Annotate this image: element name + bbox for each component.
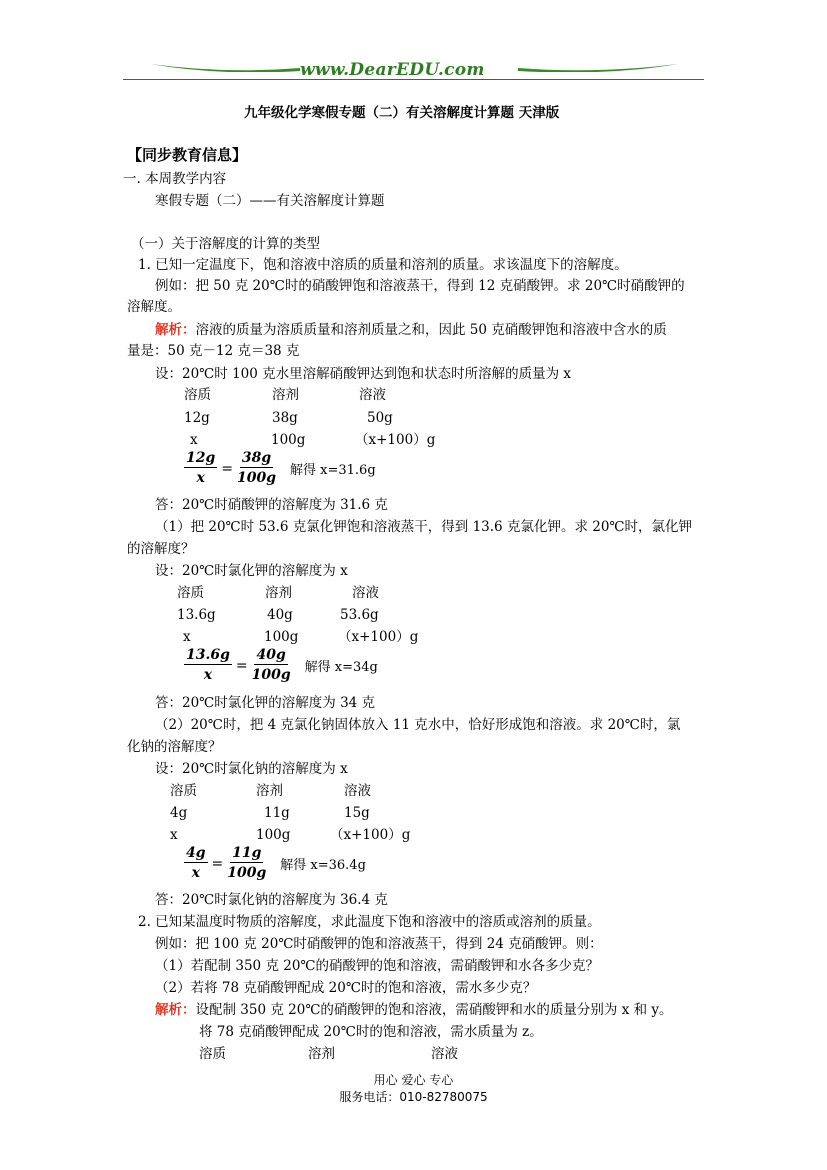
line-4: 1. 已知一定温度下，饱和溶液中溶质的质量和溶剂的质量。求该温度下的溶解度。 — [138, 257, 628, 273]
f3-eq: = — [211, 855, 224, 872]
line-6: 溶解度。 — [127, 299, 181, 315]
analysis-2-text: 设配制 350 克 20℃的硝酸钾的饱和溶液，需硝酸钾和水的质量分别为 x 和 y。 — [195, 1002, 673, 1018]
line-8: 量是：50 克－12 克＝38 克 — [127, 343, 300, 359]
t3-r1-c2: 11g — [264, 805, 290, 821]
t2-r2-c2: 100g — [264, 629, 299, 645]
t1-head-solute: 溶质 — [184, 387, 211, 403]
t3-r2-c3: （x+100）g — [330, 827, 411, 843]
t3-head-solution: 溶液 — [344, 783, 371, 799]
f1-den2: 100g — [237, 470, 277, 486]
line-2-6: 将 78 克硝酸钾配成 20℃时的饱和溶液，需水质量为 z。 — [199, 1024, 543, 1040]
t3-r2-c2: 100g — [256, 827, 291, 843]
f2-den1: x — [203, 667, 213, 683]
setup-3: 设：20℃时氯化钠的溶解度为 x — [155, 761, 348, 777]
line-2-4: （2）若将 78 克硝酸钾配成 20℃时的饱和溶液，需水多少克？ — [155, 980, 537, 996]
f2-eq: = — [235, 657, 248, 674]
f1-num2: 38g — [241, 450, 272, 466]
f1-den1: x — [196, 470, 205, 486]
footer-phone: 服务电话：010-82780075 — [339, 1090, 488, 1104]
f2-num2: 40g — [256, 647, 286, 663]
analysis-label: 解析： — [155, 322, 196, 338]
t1-r2-c3: （x+100）g — [355, 432, 436, 448]
t2-r1-c3: 53.6g — [340, 607, 379, 623]
t4-head-solute: 溶质 — [199, 1046, 226, 1062]
line-2-2: 例如：把 100 克 20℃时硝酸钾的饱和溶液蒸干，得到 24 克硝酸钾。则： — [155, 936, 603, 952]
line-2: 寒假专题（二）——有关溶解度计算题 — [155, 193, 385, 209]
t3-head-solvent: 溶剂 — [256, 783, 283, 799]
t1-r2-c1: x — [190, 432, 198, 448]
f2-den2: 100g — [251, 667, 291, 683]
header-rule — [123, 79, 704, 80]
t2-head-solvent: 溶剂 — [265, 585, 292, 601]
t3-r1-c1: 4g — [170, 805, 188, 821]
f1-num1: 12g — [186, 450, 216, 466]
section-heading: 【同步教育信息】 — [127, 146, 248, 164]
site-logo[interactable]: www.DearEDU.com — [300, 60, 485, 80]
t2-head-solution: 溶液 — [352, 585, 379, 601]
t1-r1-c1: 12g — [184, 410, 210, 426]
problem-1b: 的溶解度？ — [127, 541, 195, 557]
fraction-eq-1 — [184, 449, 376, 488]
line-1: 一. 本周教学内容 — [123, 171, 227, 187]
problem-2b: 化钠的溶解度？ — [127, 739, 222, 755]
t4-head-solvent: 溶剂 — [308, 1046, 335, 1062]
fraction-eq-2 — [184, 646, 378, 685]
fraction-eq-3 — [184, 844, 366, 883]
t2-r1-c1: 13.6g — [177, 607, 216, 623]
t4-head-solution: 溶液 — [431, 1046, 458, 1062]
header-swoosh-left — [150, 62, 300, 72]
f3-num2: 11g — [232, 845, 262, 861]
analysis-2-label: 解析： — [155, 1002, 196, 1018]
t3-head-solute: 溶质 — [170, 783, 197, 799]
t2-head-solute: 溶质 — [177, 585, 204, 601]
t2-r1-c2: 40g — [267, 607, 293, 623]
t1-r1-c3: 50g — [367, 410, 393, 426]
line-9: 设：20℃时 100 克水里溶解硝酸钾达到饱和状态时所溶解的质量为 x — [155, 366, 572, 382]
f1-eq: = — [221, 460, 234, 477]
f3-den1: x — [191, 865, 200, 881]
t3-r1-c3: 15g — [344, 805, 370, 821]
header-swoosh-right — [518, 62, 678, 72]
f3-num1: 4g — [186, 845, 206, 861]
doc-title: 九年级化学寒假专题（二）有关溶解度计算题 天津版 — [244, 105, 560, 121]
t1-r2-c2: 100g — [271, 432, 306, 448]
analysis-2 — [155, 1001, 673, 1019]
analysis-1 — [155, 321, 667, 339]
t1-head-solution: 溶液 — [359, 387, 386, 403]
f1-solution: 解得 x=31.6g — [290, 463, 376, 478]
line-5: 例如：把 50 克 20℃时的硝酸钾饱和溶液蒸干，得到 12 克硝酸钾。求 20℃时硝酸钾的 — [155, 278, 685, 294]
footer-slogan: 用心 爱心 专心 — [373, 1073, 454, 1087]
line-2-1: 2. 已知某温度时物质的溶解度，求此温度下饱和溶液中的溶质或溶剂的质量。 — [138, 914, 601, 930]
problem-2a: （2）20℃时，把 4 克氯化钠固体放入 11 克水中，恰好形成饱和溶液。求 20℃时，氯 — [155, 717, 681, 733]
line-3: （一）关于溶解度的计算的类型 — [131, 236, 320, 252]
f3-solution: 解得 x=36.4g — [280, 858, 366, 873]
f2-num1: 13.6g — [186, 647, 230, 663]
answer-2: 答：20℃时氯化钾的溶解度为 34 克 — [155, 695, 376, 711]
t2-r2-c3: （x+100）g — [338, 629, 419, 645]
f3-den2: 100g — [227, 865, 267, 881]
answer-1: 答：20℃时硝酸钾的溶解度为 31.6 克 — [155, 497, 388, 513]
answer-3: 答：20℃时氯化钠的溶解度为 36.4 克 — [155, 892, 388, 908]
setup-2: 设：20℃时氯化钾的溶解度为 x — [155, 563, 348, 579]
t1-r1-c2: 38g — [272, 410, 298, 426]
analysis-text: 溶液的质量为溶质质量和溶剂质量之和，因此 50 克硝酸钾饱和溶液中含水的质 — [195, 322, 667, 338]
t3-r2-c1: x — [170, 827, 178, 843]
t1-head-solvent: 溶剂 — [272, 387, 299, 403]
problem-1a: （1）把 20℃时 53.6 克氯化钾饱和溶液蒸干，得到 13.6 克氯化钾。求 20℃时，氯化钾 — [155, 519, 693, 535]
t2-r2-c1: x — [183, 629, 191, 645]
line-2-3: （1）若配制 350 克 20℃的硝酸钾的饱和溶液，需硝酸钾和水各多少克？ — [155, 958, 600, 974]
f2-solution: 解得 x=34g — [304, 660, 378, 675]
